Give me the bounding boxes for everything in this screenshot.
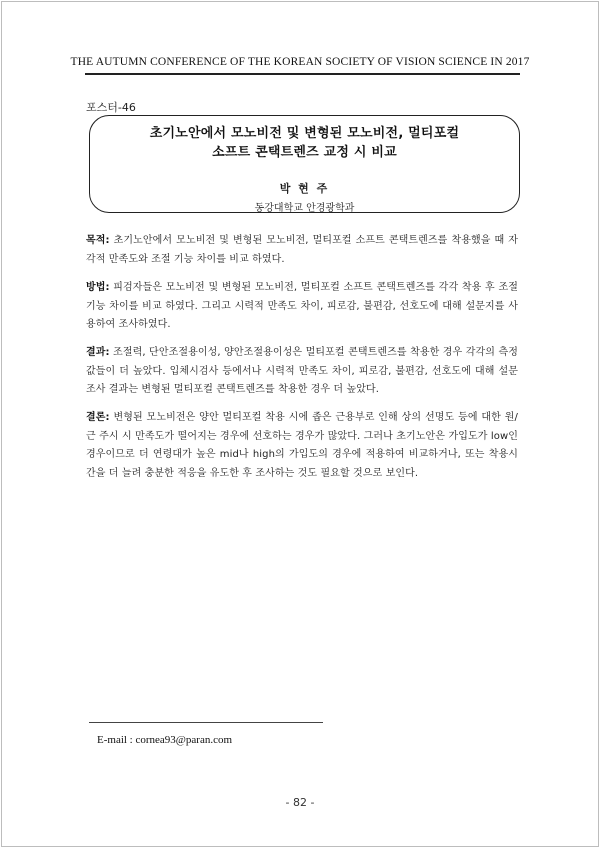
result-text: 조절력, 단안조절용이성, 양안조절용이성은 멀티포컬 콘택트렌즈를 착용한 경우 각각의 측정값들이 더 높았다. 입체시검사 등에서나 시력적 만족도 차이, 피로감, 불편감, 선호도에 대해 설문 조사 결과는 변형된 멀티포컬 콘택트렌즈를 착용한 경우 더 높았다. (86, 347, 518, 396)
affiliation: 동강대학교 안경광학과 (254, 203, 355, 214)
author-name: 박 현 주 (279, 182, 330, 195)
conclusion-label: 결론: (86, 412, 110, 423)
section-method (86, 279, 518, 335)
email-footnote: E-mail : cornea93@paran.com (97, 734, 233, 746)
page-number: - 82 - (285, 796, 315, 809)
conclusion-text: 변형된 모노비전은 양안 멀티포컬 착용 시에 좁은 근용부로 인해 상의 선명도 등에 대한 원/근 주시 시 만족도가 떨어지는 경우에 선호하는 경우가 많았다. 그러나 초기노안은 가입도가 low인 경우이므로 더 연령대가 높은 mid나 high의 가입도의 경우에 적용하여 비교하거나, 또는 착용시간을 더 늘려 충분한 적응을 유도한 후 조사하는 것도 필요할 것으로 보인다. (86, 412, 518, 480)
purpose-text: 초기노안에서 모노비전 및 변형된 모노비전, 멀티포컬 소프트 콘택트렌즈를 착용했을 때 자각적 만족도와 조절 기능 차이를 비교 하였다. (86, 235, 518, 265)
header-rule (85, 73, 520, 75)
footnote-rule (89, 722, 323, 723)
purpose-label: 목적: (86, 235, 110, 246)
section-conclusion (86, 409, 518, 484)
section-purpose (86, 232, 518, 269)
method-text: 피검자들은 모노비전 및 변형된 모노비전, 멀티포컬 소프트 콘택트렌즈를 각각 착용 후 조절 기능 차이를 비교 하였다. 그리고 시력적 만족도 차이, 피로감, 불편감, 선호도에 대해 설문지를 사용하여 조사하였다. (86, 282, 518, 331)
title-box (89, 115, 520, 213)
conference-header: THE AUTUMN CONFERENCE OF THE KOREAN SOCIETY OF VISION SCIENCE IN 2017 (70, 56, 530, 68)
title-line-2: 소프트 콘택트렌즈 교정 시 비교 (212, 145, 397, 160)
section-result (86, 344, 518, 400)
poster-label: 포스터-46 (86, 101, 136, 114)
method-label: 방법: (86, 282, 110, 293)
result-label: 결과: (86, 347, 110, 358)
title-line-1: 초기노안에서 모노비전 및 변형된 모노비전, 멀티포컬 (149, 126, 460, 141)
